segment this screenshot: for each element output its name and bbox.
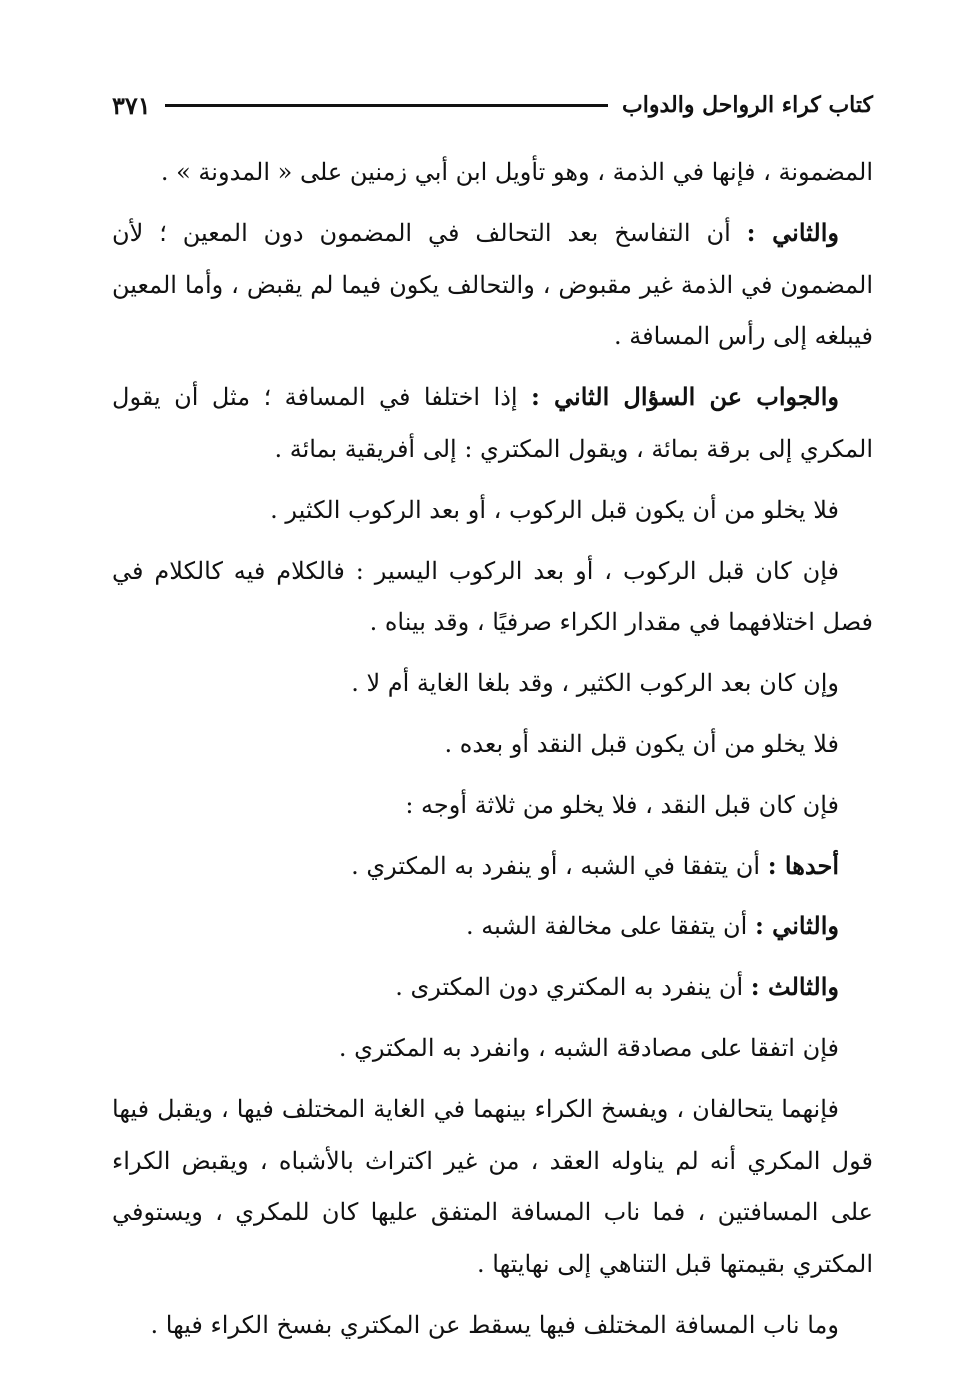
header-title: كتاب كراء الرواحل والدواب (622, 92, 873, 118)
paragraph-text: المضمونة ، فإنها في الذمة ، وهو تأويل ابن أبي زمنين على « المدونة » . (160, 158, 873, 186)
paragraph-text: أن التفاسخ بعد التحالف في المضمون دون المعين ؛ لأن المضمون في الذمة غير مقبوض ، والتحالف يكون فيما لم يقبض ، وأما المعين فيبلغه إلى رأس المسافة . (112, 218, 873, 351)
paragraph (112, 718, 873, 771)
paragraph (112, 146, 873, 199)
paragraph-text: فإنهما يتحالفان ، ويفسخ الكراء بينهما في الغاية المختلف فيها ، ويقبل فيها قول المكري أنه لم يناوله العقد ، من غير اكتراث بالأشباه ، ويقبض الكراء على المسافتين ، فما ناب المسافة المتفق عليها كان للمكري ، ويستوفي المكتري بقيمتها قبل التناهي إلى نهايتها . (112, 1094, 873, 1279)
paragraph (112, 779, 873, 832)
paragraph (112, 1299, 873, 1352)
paragraph-lead: والثاني : (754, 911, 839, 941)
paragraph (112, 1083, 873, 1291)
header-rule (165, 104, 608, 107)
paragraph (112, 657, 873, 710)
paragraph-text: أن ينفرد به المكتري دون المكترى . (395, 973, 751, 1002)
paragraph (112, 371, 873, 476)
paragraph-text: وإن كان بعد الركوب الكثير ، وقد بلغا الغاية أم لا . (351, 669, 839, 698)
paragraph-text: إذا اختلفا في المسافة ؛ مثل أن يقول المكري إلى برقة بمائة ، ويقول المكتري : إلى أفريقية بمائة . (112, 383, 873, 463)
paragraph-text: أن يتفقا في الشبه ، أو ينفرد به المكتري . (351, 851, 768, 880)
paragraph-lead: والجواب عن السؤال الثاني : (531, 382, 839, 412)
page-body (112, 146, 873, 1360)
paragraph (112, 840, 873, 893)
paragraph (112, 484, 873, 537)
paragraph (112, 1022, 873, 1075)
paragraph-lead: والثاني : (746, 217, 839, 247)
paragraph-text: فإن اتفقا على مصادقة الشبه ، وانفرد به المكتري . (338, 1033, 839, 1062)
paragraph (112, 545, 873, 650)
paragraph-text: فلا يخلو من أن يكون قبل النقد أو بعده . (444, 729, 839, 758)
paragraph (112, 961, 873, 1014)
paragraph (112, 900, 873, 953)
page-number: ٣٧١ (112, 90, 151, 120)
running-header (112, 88, 873, 122)
paragraph-text: فإن كان قبل الركوب ، أو بعد الركوب اليسير : فالكلام فيه كالكلام في فصل اختلافهما في مقدار الكراء صرفيًا ، وقد بيناه . (112, 556, 873, 637)
paragraph-text: فإن كان قبل النقد ، فلا يخلو من ثلاثة أوجه : (405, 790, 839, 819)
paragraph (112, 207, 873, 363)
paragraph-lead: والثالث : (750, 972, 839, 1002)
paragraph-text: وما ناب المسافة المختلف فيها يسقط عن المكتري بفسخ الكراء فيها . (150, 1310, 839, 1339)
paragraph-text: أن يتفقا على مخالفة الشبه . (466, 912, 755, 941)
paragraph-text: فلا يخلو من أن يكون قبل الركوب ، أو بعد الركوب الكثير . (270, 495, 839, 524)
paragraph-lead: أحدها : (767, 850, 839, 880)
